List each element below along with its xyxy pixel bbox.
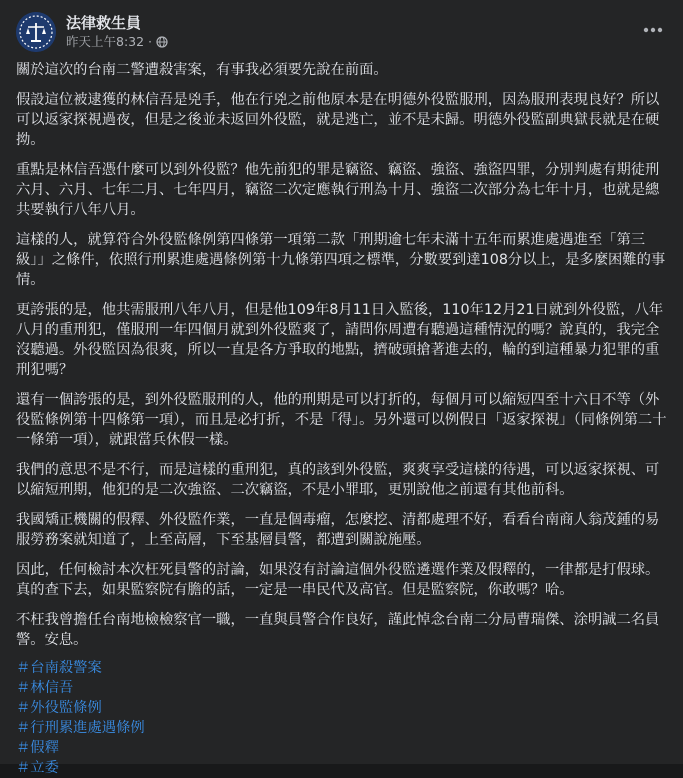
post-header: [16, 12, 667, 56]
hashtag-link[interactable]: ＃行刑累進處遇條例: [16, 720, 145, 736]
more-horizontal-icon: [643, 27, 663, 33]
post-meta: [66, 34, 168, 50]
hashtag-link[interactable]: ＃假釋: [16, 740, 59, 756]
post-paragraph: 這樣的人，就算符合外役監條例第四條第一項第二款「刑期逾七年未滿十五年而累進處遇進至「第三級」」之條件，依照行刑累進處遇條例第十九條第四項之標準，分數要到達108分以上，是多麼困難的事情。: [16, 232, 666, 288]
post-paragraph: 重點是林信吾憑什麼可以到外役監？他先前犯的罪是竊盜、竊盜、強盜、強盜四罪，分別判處有期徒刑六月、六月、七年二月、七年四月，竊盜二次定應執行刑為十月、強盜二次部分為七年十月，也就是總共要執行八年八月。: [16, 162, 660, 218]
post-paragraph: 因此，任何檢討本次枉死員警的討論，如果沒有討論這個外役監遴選作業及假釋的，一律都是打假球。真的查下去，如果監察院有膽的話，一定是一串民代及高官。但是監察院，你敢嗎？哈。: [16, 562, 660, 598]
post-paragraph: 更誇張的是，他共需服刑八年八月，但是他109年8月11日入監後，110年12月21日就到外役監，八年八月的重刑犯，僅服刑一年四個月就到外役監爽了，請問你周遭有聽過這種情況的嗎？說真的，我完全沒聽過。外役監因為很爽，所以一直是各方爭取的地點，擠破頭搶著進去的，輪的到這種暴力犯罪的重刑犯嗎？: [16, 302, 664, 378]
meta-separator: ·: [148, 35, 152, 49]
author-name[interactable]: 法律救生員: [66, 14, 142, 32]
post-paragraph: 我國矯正機關的假釋、外役監作業，一直是個毒瘤，怎麼挖、清都處理不好，看看台南商人翁茂鍾的易服勞務案就知道了，上至高層，下至基層員警，都遭到關說施壓。: [16, 512, 660, 548]
scales-of-justice-icon: [16, 12, 56, 52]
hashtag-link[interactable]: ＃外役監條例: [16, 700, 102, 716]
globe-icon: [156, 36, 168, 48]
hashtag-link[interactable]: ＃台南殺警案: [16, 660, 102, 676]
more-options-button[interactable]: [635, 12, 671, 48]
avatar[interactable]: [16, 12, 56, 52]
hashtag-link[interactable]: ＃林信吾: [16, 680, 74, 696]
hashtag-list: [16, 658, 667, 778]
post-paragraph: 我們的意思不是不行，而是這樣的重刑犯，真的該到外役監，爽爽享受這樣的待遇，可以返家探視、可以縮短刑期，他犯的是二次強盜、二次竊盜，不是小罪耶，更別說他之前還有其他前科。: [16, 462, 660, 498]
post-paragraph: 不枉我曾擔任台南地檢檢察官一職，一直與員警合作良好，謹此悼念台南二分局曹瑞傑、涂明誠二名員警。安息。: [16, 612, 660, 648]
post-paragraph: 還有一個誇張的是，到外役監服刑的人，他的刑期是可以打折的，每個月可以縮短四至十六日不等（外役監條例第十四條第一項），而且是必打折，不是「得」。另外還可以例假日「返家探視」（同條例第二十一條第一項），就跟當兵休假一樣。: [16, 392, 667, 448]
post-body: [16, 60, 667, 778]
post-paragraph: 假設這位被逮獲的林信吾是兇手，他在行兇之前他原本是在明德外役監服刑，因為服刑表現良好？所以可以返家探視過夜，但是之後並未返回外役監，就是逃亡，並不是未歸。明德外役監副典獄長就是在硬拗。: [16, 92, 660, 148]
hashtag-link[interactable]: ＃立委: [16, 760, 59, 776]
post-paragraph: 關於這次的台南二警遭殺害案，有事我必須要先說在前面。: [16, 62, 388, 78]
post-timestamp[interactable]: 昨天上午8:32: [66, 34, 145, 49]
